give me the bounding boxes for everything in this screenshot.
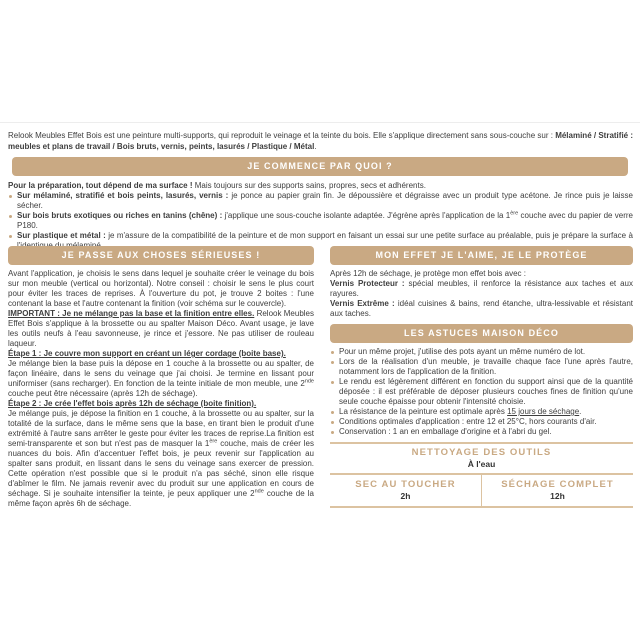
drying-cell-touch-dry [330, 475, 481, 506]
tips-bullet [330, 357, 633, 377]
product-intro-paragraph: Relook Meubles Effet Bois est une peinture multi-supports, qui reproduit le veinage et la teinte du bois. Elle s'applique directement sans sous-couche sur : Mélaminé / Stratifié : meubles et plans de travail / Bois bruts, vernis, peints, lasurés / Plastique / Métal. [8, 131, 634, 151]
application-paragraph-important: IMPORTANT : Je ne mélange pas la base et la finition entre elles. Relook Meubles Effet Bois s'applique à la brossette ou au spalter Maison Déco. Avant usage, je lave les outils neufs à l'eau savonneuse, je rince et j'essore. Ne pas utiliser de rouleau laqueur. [8, 309, 314, 348]
preparation-bullet [8, 211, 633, 231]
step1-body: Je mélange bien la base puis la dépose en 1 couche à la brossette ou au spalter, de façon linéaire, dans le sens du veinage que j'ai choisi. Je termine en lissant pour uniformiser (sans recharger). En fonction de la teinte initiale de mon meuble, une 2nde couche peut être nécessaire (après 12h de séchage). [8, 359, 314, 398]
tips-bullet [330, 427, 633, 437]
tool-cleaning-value: À l'eau [467, 459, 496, 469]
tips-bullet-text: Pour un même projet, j'utilise des pots ayant un même numéro de lot. [339, 347, 586, 356]
drying-value: 2h [400, 491, 411, 501]
tips-bullet [330, 407, 633, 417]
preparation-lead: Pour la préparation, tout dépend de ma surface ! Mais toujours sur des supports sains, propres, secs et adhérents. [8, 181, 426, 190]
application-column [8, 246, 314, 509]
application-paragraph-1: Avant l'application, je choisis le sens dans lequel je souhaite créer le veinage du bois sur mon meuble (vertical ou horizontal). Notre conseil : choisir le sens le plus court pour éviter les traces de reprises. À l'ouverture du pot, je trouve 2 boites : l'une contenant la base et l'autre contenant la finition (voir schéma sur le couvercle). [8, 269, 314, 308]
preparation-bullet [8, 191, 633, 211]
tips-bullet [330, 377, 633, 407]
tips-bullet [330, 347, 633, 357]
tips-bullet-list [330, 347, 633, 437]
bullet-dot-icon [331, 421, 334, 424]
step1-heading: Étape 1 : Je couvre mon support en créant un léger cordage (boite base). [8, 349, 286, 358]
drying-value: 12h [550, 491, 565, 501]
tips-bullet [330, 417, 633, 427]
preparation-bullet-text: Sur bois bruts exotiques ou riches en tanins (chêne) : j'applique une sous-couche isolante adaptée. J'égrène après l'application de la 1ère couche avec du papier de verre P180. [17, 210, 633, 230]
tips-bullet-text: Lors de la réalisation d'un meuble, je travaille chaque face l'une après l'autre, notamment lors de l'application de la finition. [339, 357, 633, 376]
section-banner-astuces-maison-deco: LES ASTUCES MAISON DÉCO [330, 324, 633, 343]
step2-body: Je mélange puis, je dépose la finition en 1 couche, à la brossette ou au spalter, sur la totalité de la surface, dans le même sens que la base, en tirant bien le produit d'une extrémité à l'autre sans arrêter le geste pour éviter les traces de reprise.La finition est semi-transparente et son but n'est pas de masquer la 1ère couche, mais de créer les nuances du bois. Afin d'accentuer l'effet bois, je peux revenir sur l'application au spalter sans produit, en lissant dans le sens du veinage sans exercer de pression. Cette opération n'est possible que si le produit n'a pas séché, sinon elle risque d'abîmer le film. Ne jamais revenir avec du produit sur une application en cours de séchage. Si je souhaite intensifier la teinte, je peux appliquer une 2nde couche de la même façon après 6h de séchage. [8, 409, 315, 508]
page-top-rule [0, 122, 640, 123]
step2-heading: Étape 2 : Je crée l'effet bois après 12h de séchage (boite finition). [8, 399, 257, 408]
bullet-dot-icon [331, 411, 334, 414]
bullet-dot-icon [9, 195, 12, 198]
bullet-dot-icon [331, 431, 334, 434]
drying-times-table [330, 473, 633, 508]
section-banner-mon-effet-protege: MON EFFET JE L'AIME, JE LE PROTÈGE [330, 246, 633, 265]
tool-cleaning-title: NETTOYAGE DES OUTILS [411, 447, 552, 458]
tips-bullet-text: Conservation : 1 an en emballage d'origine et à l'abri du gel. [339, 427, 552, 436]
tool-cleaning-section [330, 442, 633, 470]
protect-lead: Après 12h de séchage, je protège mon effet bois avec : [330, 269, 526, 278]
tips-bullet-text: La résistance de la peinture est optimale après 15 jours de séchage. [339, 407, 582, 416]
bullet-dot-icon [331, 351, 334, 354]
protect-and-tips-column [330, 246, 633, 508]
preparation-bullet-text: Sur mélaminé, stratifié et bois peints, lasurés, vernis : je ponce au papier grain fin. Je dépoussière et dégraisse avec un produit type acétone. Je rince puis je laisse sécher. [17, 191, 634, 210]
protect-vernis-protecteur: Vernis Protecteur : spécial meubles, il renforce la résistance aux taches et aux rayures. [330, 279, 633, 298]
preparation-bullet-list [8, 191, 633, 251]
bullet-dot-icon [9, 235, 12, 238]
section-banner-choses-serieuses: JE PASSE AUX CHOSES SÉRIEUSES ! [8, 246, 314, 265]
drying-label: SÉCHAGE COMPLET [501, 479, 614, 490]
protect-vernis-extreme: Vernis Extrême : idéal cuisines & bains, rend étanche, ultra-lessivable et résistant aux taches. [330, 299, 633, 318]
tips-bullet-text: Le rendu est légèrement différent en fonction du support ainsi que de la quantité déposée : il est préférable de déposer plusieurs couches fines de finition qu'une seule couche épaisse pour obtenir l'intensité choisie. [339, 377, 633, 406]
section-banner-je-commence-par-quoi: JE COMMENCE PAR QUOI ? [12, 157, 628, 176]
drying-cell-full-dry [481, 475, 633, 506]
preparation-section [8, 181, 633, 251]
bullet-dot-icon [9, 215, 12, 218]
bullet-dot-icon [331, 381, 334, 384]
preparation-bullet-text: Sur plastique et métal : je m'assure de la compatibilité de la peinture et de mon support en faisant un essai sur une petite surface au préalable, puis je prépare la surface à [17, 231, 633, 240]
drying-label: SEC AU TOUCHER [355, 479, 456, 490]
bullet-dot-icon [331, 361, 334, 364]
tips-bullet-text: Conditions optimales d'application : entre 12 et 25°C, hors courants d'air. [339, 417, 597, 426]
